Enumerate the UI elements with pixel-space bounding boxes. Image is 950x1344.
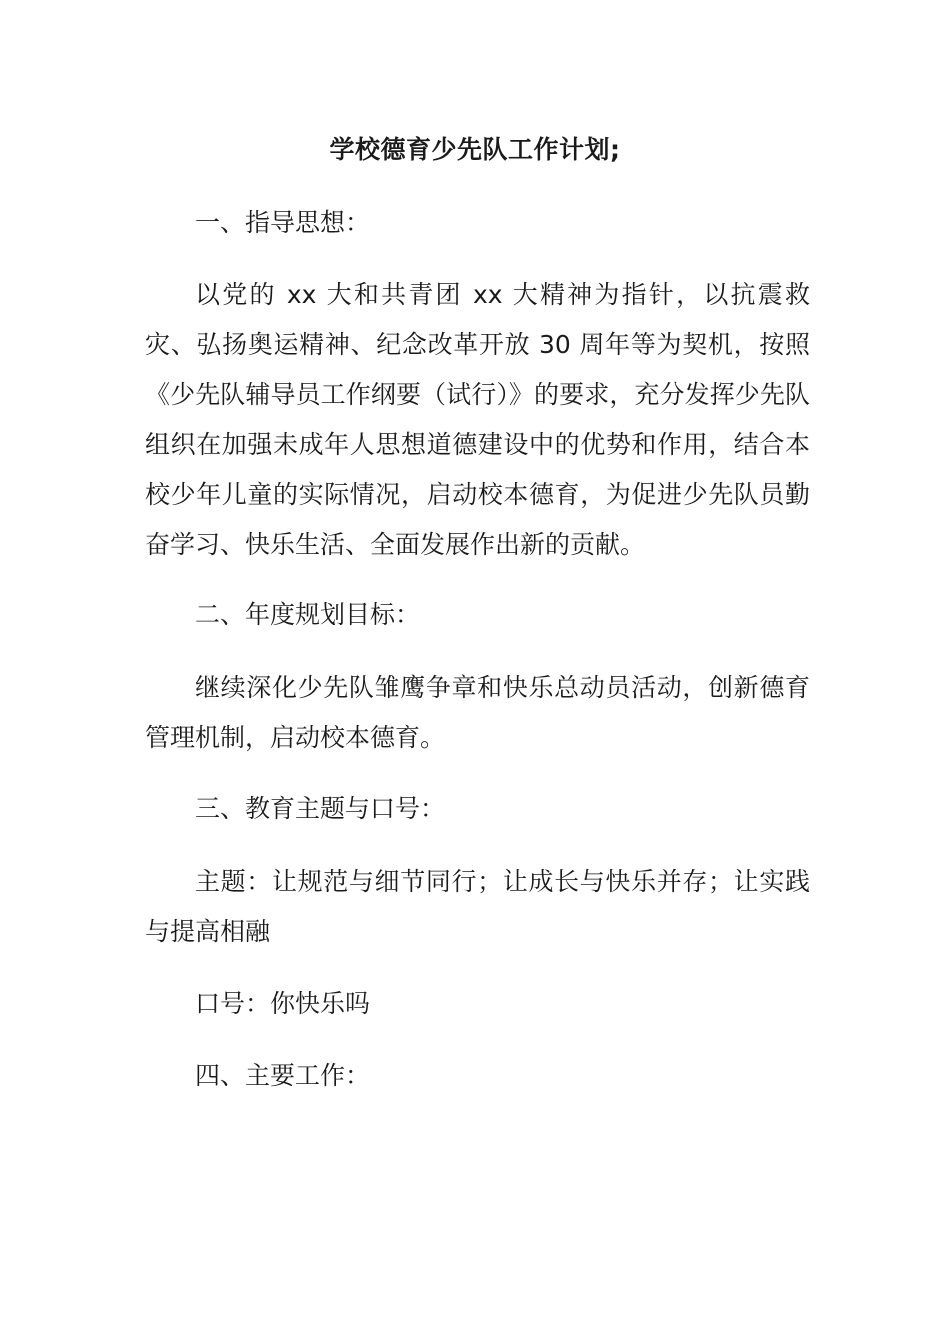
section-2-body: 继续深化少先队雏鹰争章和快乐总动员活动，创新德育管理机制，启动校本德育。 — [145, 673, 810, 752]
section-1-heading: 一、指导思想： — [195, 208, 371, 237]
section-3-heading: 三、教育主题与口号： — [195, 794, 446, 823]
section-3-slogan: 口号：你快乐吗 — [195, 989, 371, 1018]
section-1-body: 以党的 xx 大和共青团 xx 大精神为指针，以抗震救灾、弘扬奥运精神、纪念改革开放 30 周年等为契机，按照《少先队辅导员工作纲要（试行）》的要求，充分发挥少先队组织在加强未成年人思想道德建设中的优势和作用，结合本校少年儿童的实际情况，启动校本德育，为促进少先队员勤奋学习、快乐生活、全面发展作出新的贡献。 — [145, 280, 810, 559]
document-title: 学校德育少先队工作计划; — [329, 135, 621, 164]
section-2-heading: 二、年度规划目标： — [195, 600, 421, 629]
section-4-heading: 四、主要工作： — [195, 1061, 371, 1090]
section-3-theme: 主题：让规范与细节同行；让成长与快乐并存；让实践与提高相融 — [145, 867, 810, 946]
